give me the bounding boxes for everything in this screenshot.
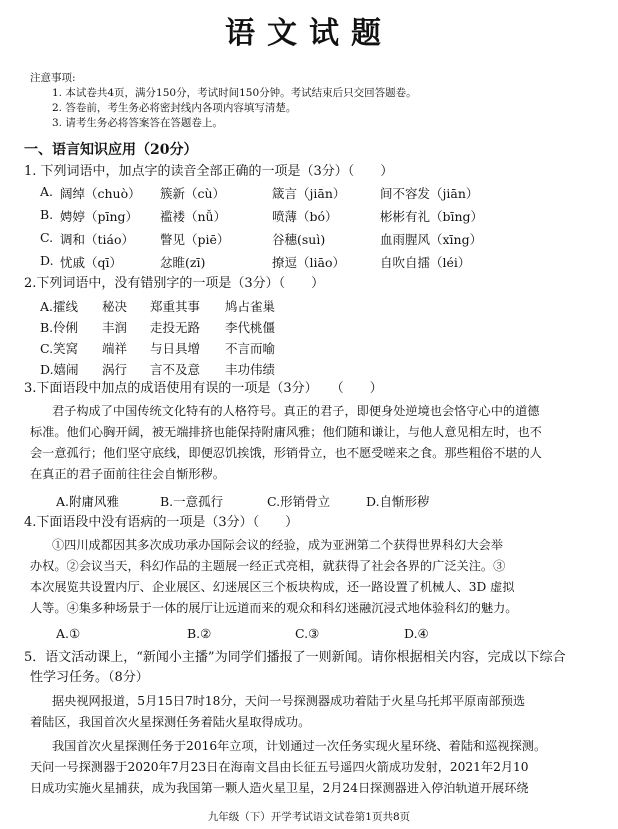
note-item: 3. 请考生务必将答案答在答题卷上。 — [52, 117, 223, 129]
option-word: 撩逗（liāo） — [272, 255, 345, 270]
option-word: D.嬉闹 — [40, 362, 79, 377]
question-stem: 5．语文活动课上，“新闻小主播”为同学们播报了一则新闻。请你根据相关内容，完成以下综合 — [24, 650, 566, 665]
option-word: 与日具增 — [150, 341, 201, 356]
passage-line: 据央视网报道，5月15日7时18分，天问一号探测器成功着陆于火星乌托邦平原南部预选 — [52, 694, 526, 708]
option-word: A.① — [56, 626, 81, 641]
option-word: 簇新（cù） — [160, 186, 226, 201]
section-heading: 一、语言知识应用（20分） — [24, 142, 198, 158]
option-word: 褴褛（nǚ） — [160, 209, 227, 224]
option-word: B.伶俐 — [40, 320, 79, 335]
option-word: 阔绰（chuò） — [60, 186, 141, 201]
option-word: 血雨腥风（xīng） — [380, 232, 483, 247]
option-word: B.一意孤行 — [160, 494, 224, 509]
option-word: D.④ — [404, 626, 429, 641]
page-footer: 九年级（下）开学考试语文试卷第1页共8页 — [207, 811, 411, 823]
passage-line: 人等。④集多种场景于一体的展厅让远道而来的观众和科幻迷融沉浸式地体验科幻的魅力。 — [30, 601, 518, 615]
passage-line: 我国首次火星探测任务于2016年立项，计划通过一次任务实现火星环绕、着陆和巡视探测。 — [52, 739, 547, 753]
passage-line: ①四川成都因其多次成功承办国际会议的经验，成为亚洲第二个获得世界科幻大会举 — [52, 538, 503, 552]
option-word: 丰润 — [102, 320, 128, 335]
option-word: 瞥见（piē） — [160, 232, 230, 247]
option-letter: D. — [40, 253, 54, 268]
option-word: 李代桃僵 — [225, 320, 276, 335]
page-title: 语文试题 — [225, 16, 393, 51]
option-word: 秘决 — [102, 299, 128, 314]
option-word: 忧戚（qī） — [60, 255, 122, 270]
option-word: 自吹自擂（léi） — [380, 255, 471, 270]
option-word: A.附庸风雅 — [56, 494, 120, 509]
option-word: 言不及意 — [150, 362, 201, 377]
question-stem: 4.下面语段中没有语病的一项是（3分）（ ） — [24, 515, 299, 530]
option-word: 调和（tiáo） — [60, 232, 134, 247]
option-letter: B. — [40, 207, 54, 222]
option-word: 丰功伟绩 — [225, 362, 276, 377]
passage-line: 本次展览共设置内厅、企业展区、幻迷展区三个板块构成，还一路设置了机械人、3D 虚拟 — [30, 580, 515, 594]
option-word: C.形销骨立 — [267, 494, 331, 509]
note-item: 1. 本试卷共4页，满分150分，考试时间150分钟。考试结束后只交回答题卷。 — [52, 87, 417, 99]
passage-line: 君子构成了中国传统文化特有的人格符号。真正的君子，即便身处逆境也会恪守心中的道德 — [52, 404, 540, 418]
option-word: C.③ — [295, 626, 320, 641]
option-word: 不言而喻 — [225, 341, 276, 356]
option-word: 涡行 — [102, 362, 128, 377]
option-word: 鸠占雀巢 — [225, 299, 276, 314]
option-word: 间不容发（jiān） — [380, 186, 479, 201]
option-word: 走投无路 — [150, 320, 201, 335]
passage-line: 日成功实施火星捕获，成为我国第一颗人造火星卫星，2月24日探测器进入停泊轨道开展环绕 — [30, 781, 529, 795]
passage-line: 办权。②会议当天，科幻作品的主题展一经正式亮相，就获得了社会各界的广泛关注。③ — [30, 559, 506, 573]
option-word: 郑重其事 — [150, 299, 201, 314]
passage-line: 会一意孤行；他们坚守底线，即便忍饥挨饿，形销骨立，也不愿受嗟来之食。那些粗俗不堪的人 — [30, 446, 542, 460]
question-stem: 2.下列词语中，没有错别字的一项是（3分）（ ） — [24, 276, 325, 291]
option-letter: C. — [40, 230, 54, 245]
passage-line: 标准。他们心胸开阔，被无端排挤也能保持附庸风雅；他们随和谦让，与他人意见相左时，也不 — [30, 425, 542, 439]
passage-line: 着陆区，我国首次火星探测任务着陆火星取得成功。 — [30, 715, 311, 729]
question-stem: 1. 下列词语中，加点字的读音全部正确的一项是（3分）（ ） — [24, 164, 394, 179]
note-item: 2. 答卷前，考生务必将密封线内各项内容填写清楚。 — [52, 102, 297, 114]
option-word: A.攉线 — [40, 299, 79, 314]
option-word: 彬彬有礼（bīng） — [380, 209, 484, 224]
option-word: B.② — [187, 626, 212, 641]
option-word: 端祥 — [102, 341, 128, 356]
option-word: 忿睢(zī) — [160, 255, 206, 270]
option-letter: A. — [40, 184, 54, 199]
option-word: 娉婷（pīng） — [60, 209, 139, 224]
question-stem: 3.下面语段中加点的成语使用有误的一项是（3分） （ ） — [24, 381, 383, 396]
option-word: C.笑窝 — [40, 341, 79, 356]
notes-heading: 注意事项: — [30, 72, 76, 84]
option-word: 喷薄（bó） — [272, 209, 338, 224]
option-word: 谷穗(suì) — [272, 232, 326, 247]
passage-line: 在真正的君子面前往往会自惭形秽。 — [30, 467, 225, 481]
passage-line: 天问一号探测器于2020年7月23日在海南文昌由长征五号遥四火箭成功发射，2021年2月10 — [30, 760, 529, 774]
option-word: D.自惭形秽 — [366, 494, 430, 509]
question-stem: 性学习任务。（8分） — [30, 670, 149, 685]
option-word: 箴言（jiān） — [272, 186, 346, 201]
